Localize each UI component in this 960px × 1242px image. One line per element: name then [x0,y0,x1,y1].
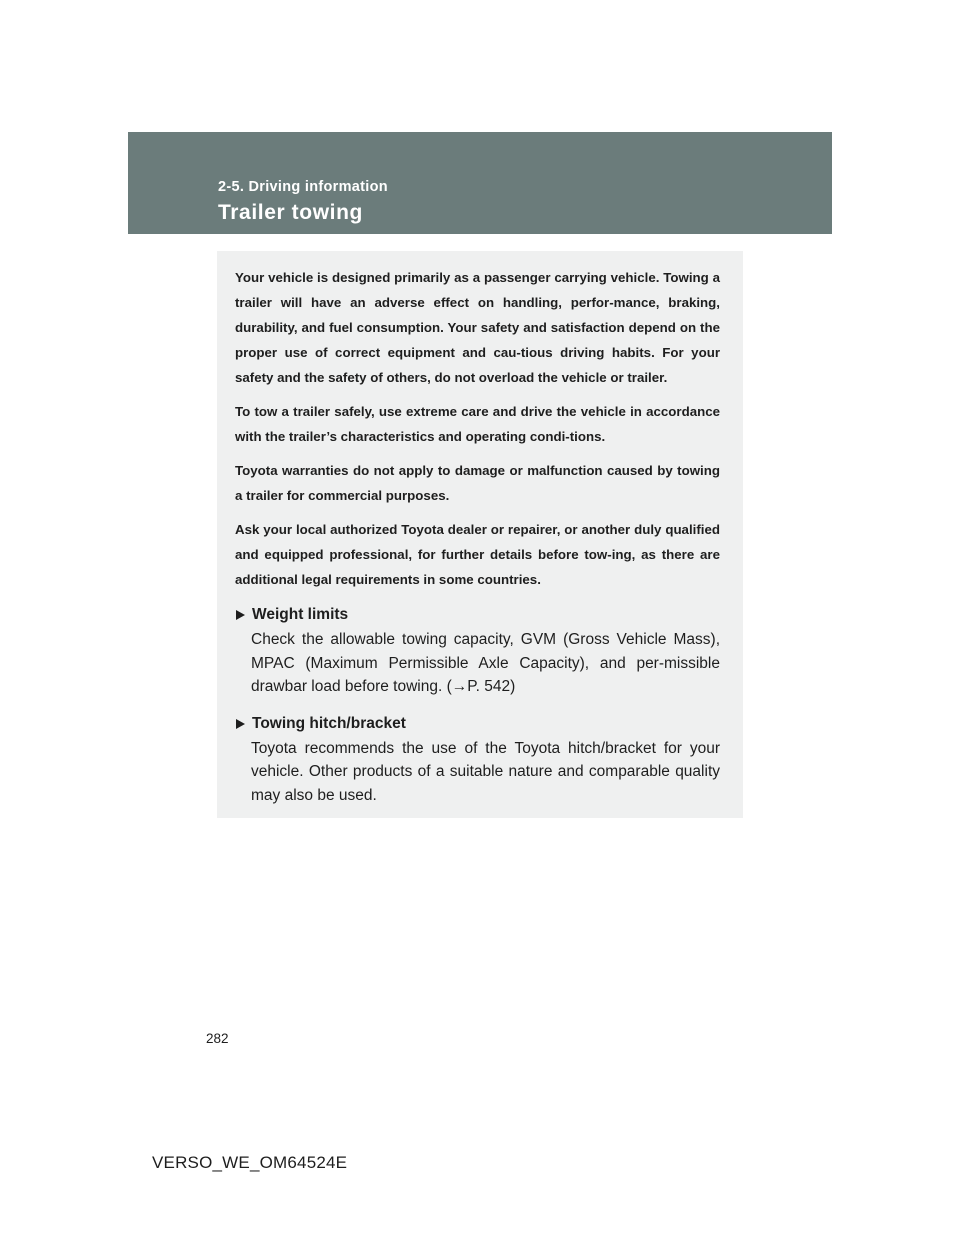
topic-heading [235,713,720,735]
topic-weight-limits [235,604,720,699]
triangle-bullet-icon [236,719,245,729]
topic-heading [235,604,720,626]
document-code: VERSO_WE_OM64524E [152,1153,348,1172]
content-box [217,251,743,818]
intro-paragraph: Ask your local authorized Toyota dealer or repairer, or another duly qualified and equipped professional, for further details before tow-ing, as there are additional legal requirements in some countries. [235,522,720,587]
intro-paragraph: Toyota warranties do not apply to damage or malfunction caused by towing a trailer for commercial purposes. [235,463,720,503]
topic-body: Toyota recommends the use of the Toyota hitch/bracket for your vehicle. Other products of a suitable nature and comparable quality may also be used. [251,739,720,804]
intro-paragraph: Your vehicle is designed primarily as a passenger carrying vehicle. Towing a trailer will have an adverse effect on handling, perfor-mance, braking, durability, and fuel consumption. Your safety and satisfaction depend on the proper use of correct equipment and cau-tious driving habits. For your safety and the safety of others, do not overload the vehicle or trailer. [235,270,720,385]
section-header-band [128,132,832,234]
triangle-bullet-icon [236,610,245,620]
section-label: 2-5. Driving information [218,179,388,195]
topic-towing-hitch [235,713,720,808]
topic-heading-text: Towing hitch/bracket [252,714,406,732]
intro-paragraph: To tow a trailer safely, use extreme care and drive the vehicle in accordance with the trailer’s characteristics and operating condi-tions. [235,404,720,444]
topic-heading-text: Weight limits [252,606,349,623]
page-title: Trailer towing [218,201,363,224]
topic-body: Check the allowable towing capacity, GVM (Gross Vehicle Mass), MPAC (Maximum Permissible Axle Capacity), and per-missible drawbar load before towing. (→P. 542) [251,631,720,695]
page-number: 282 [206,1031,229,1046]
